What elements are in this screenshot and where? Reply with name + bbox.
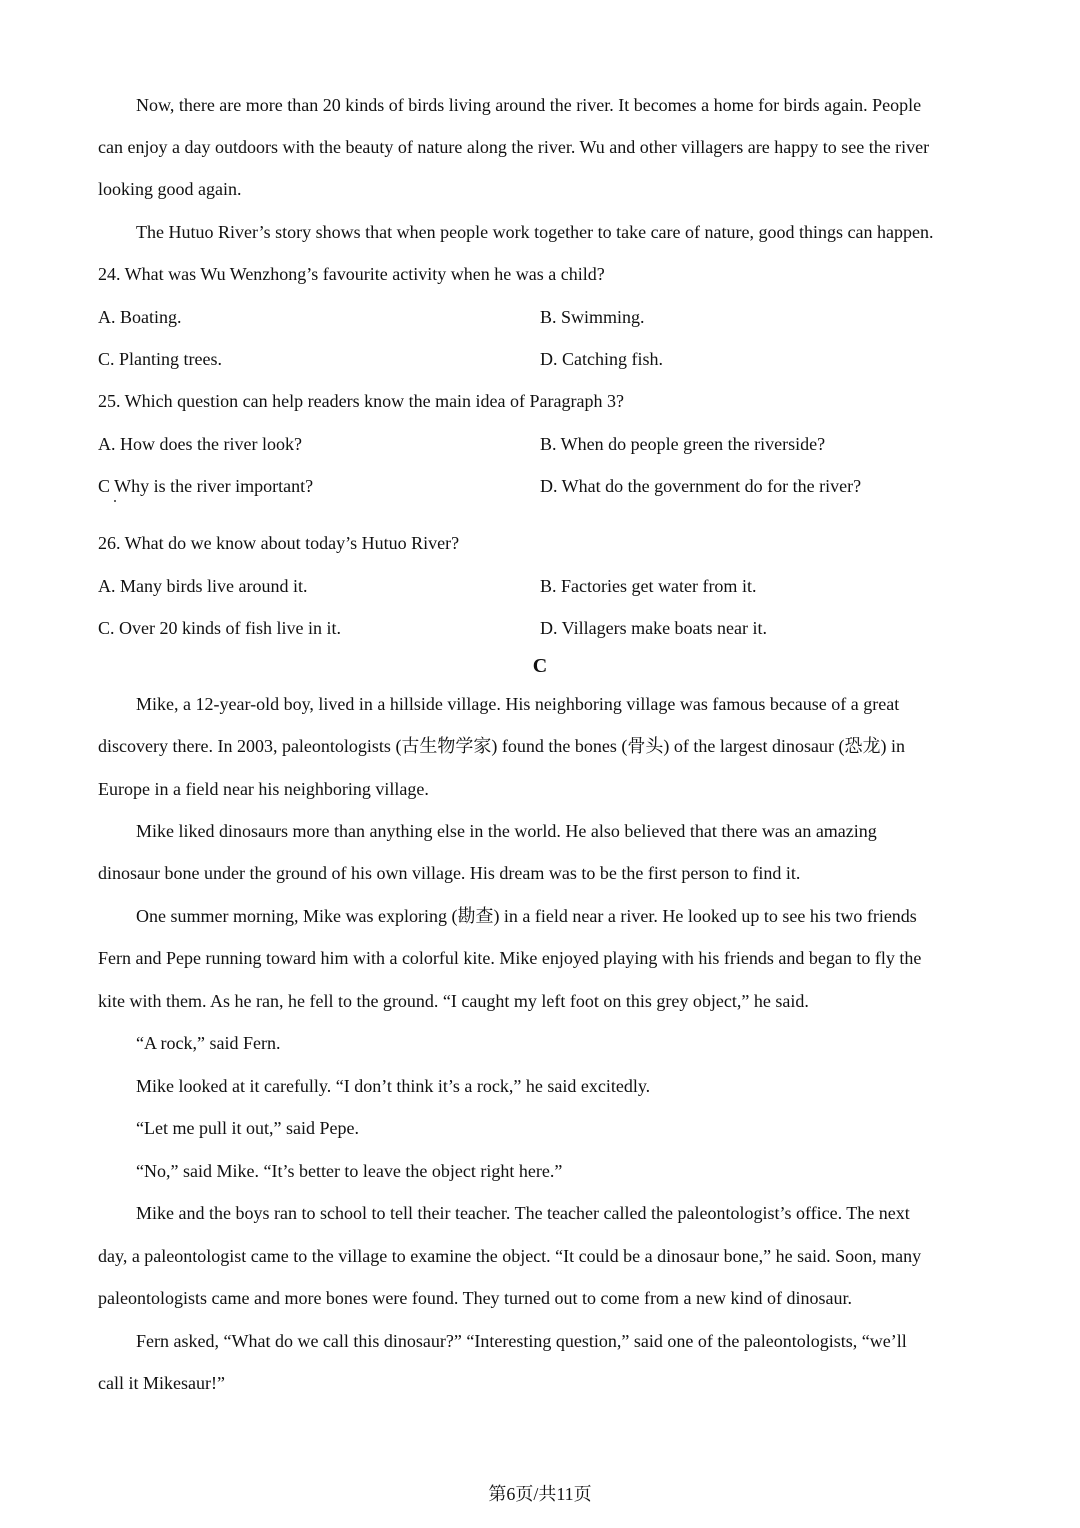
paragraph-line: Mike, a 12-year-old boy, lived in a hillside village. His neighboring village was famous because of a great xyxy=(136,694,900,714)
paragraph-line: day, a paleontologist came to the village to examine the object. “It could be a dinosaur bone,” he said. Soon, many xyxy=(98,1246,922,1266)
option-25-a: A. How does the river look? xyxy=(98,434,302,454)
option-24-a: A. Boating. xyxy=(98,307,182,327)
paragraph-line: can enjoy a day outdoors with the beauty of nature along the river. Wu and other villagers are happy to see the river xyxy=(98,137,930,157)
paragraph-line: call it Mikesaur!” xyxy=(98,1373,225,1393)
page-number: 第6页/共11页 xyxy=(488,1484,592,1504)
paragraph-line: Mike looked at it carefully. “I don’t think it’s a rock,” he said excitedly. xyxy=(136,1076,651,1096)
option-26-d: D. Villagers make boats near it. xyxy=(540,618,768,638)
paragraph-line: One summer morning, Mike was exploring (勘查) in a field near a river. He looked up to see his two friends xyxy=(136,906,917,926)
option-26-c: C. Over 20 kinds of fish live in it. xyxy=(98,618,341,638)
option-25-d: D. What do the government do for the river? xyxy=(540,476,862,496)
option-26-b: B. Factories get water from it. xyxy=(540,576,757,596)
question-stem-25: 25. Which question can help readers know the main idea of Paragraph 3? xyxy=(98,391,624,411)
paragraph-line: “Let me pull it out,” said Pepe. xyxy=(136,1118,359,1138)
paragraph-line: kite with them. As he ran, he fell to the ground. “I caught my left foot on this grey object,” he said. xyxy=(98,991,809,1011)
section-heading-c: C xyxy=(532,655,548,677)
paragraph-line: “No,” said Mike. “It’s better to leave the object right here.” xyxy=(136,1161,563,1181)
option-24-b: B. Swimming. xyxy=(540,307,645,327)
paragraph-line: “A rock,” said Fern. xyxy=(136,1033,281,1053)
paragraph-line: Now, there are more than 20 kinds of birds living around the river. It becomes a home for birds again. People xyxy=(136,95,922,115)
paragraph-line: Fern asked, “What do we call this dinosaur?” “Interesting question,” said one of the paleontologists, “we’ll xyxy=(136,1331,907,1351)
paragraph-line: paleontologists came and more bones were found. They turned out to come from a new kind of dinosaur. xyxy=(98,1288,852,1308)
option-24-c: C. Planting trees. xyxy=(98,349,222,369)
question-stem-24: 24. What was Wu Wenzhong’s favourite activity when he was a child? xyxy=(98,264,605,284)
question-stem-26: 26. What do we know about today’s Hutuo River? xyxy=(98,533,460,553)
paragraph-line: discovery there. In 2003, paleontologists (古生物学家) found the bones (骨头) of the largest dinosaur (恐龙) in xyxy=(98,736,906,756)
option-26-a: A. Many birds live around it. xyxy=(98,576,308,596)
paragraph-line: looking good again. xyxy=(98,179,242,199)
paragraph-line: Europe in a field near his neighboring village. xyxy=(98,779,429,799)
paragraph-line: The Hutuo River’s story shows that when people work together to take care of nature, good things can happen. xyxy=(136,222,934,242)
paragraph-line: Mike liked dinosaurs more than anything else in the world. He also believed that there was an amazing xyxy=(136,821,877,841)
option-25-c: C Why is the river important? xyxy=(98,476,314,496)
paragraph-line: Fern and Pepe running toward him with a colorful kite. Mike enjoyed playing with his friends and began to fly the xyxy=(98,948,922,968)
option-24-d: D. Catching fish. xyxy=(540,349,663,369)
paragraph-line: dinosaur bone under the ground of his own village. His dream was to be the first person to find it. xyxy=(98,863,801,883)
paragraph-line: Mike and the boys ran to school to tell their teacher. The teacher called the paleontologist’s office. The next xyxy=(136,1203,910,1223)
option-25-b: B. When do people green the riverside? xyxy=(540,434,826,454)
stray-dot-mark xyxy=(114,500,116,502)
